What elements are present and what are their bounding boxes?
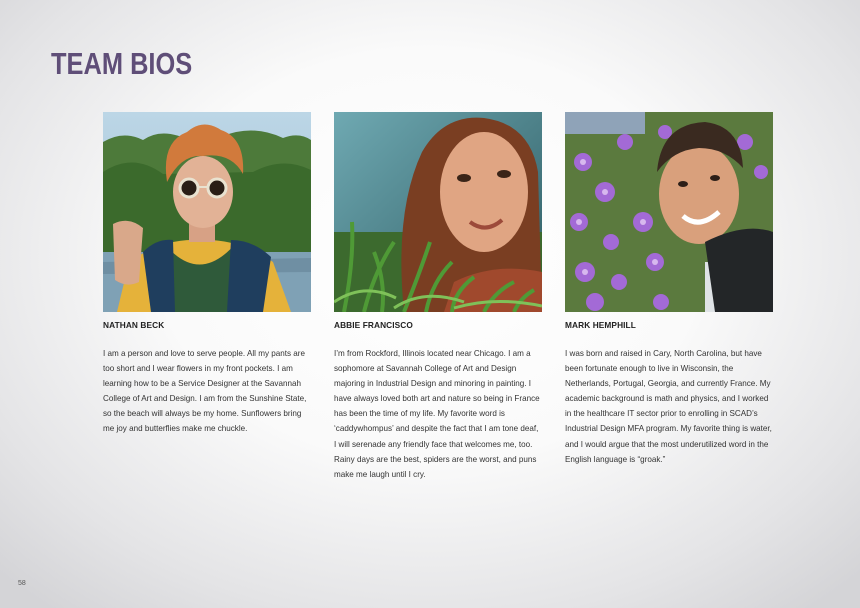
bio-name: MARK HEMPHILL <box>565 320 636 330</box>
page-title: TEAM BIOS <box>51 46 193 81</box>
portrait-image <box>565 112 773 312</box>
bio-card-abbie-francisco <box>334 112 542 482</box>
bio-card-nathan-beck <box>103 112 311 437</box>
page-number: 58 <box>18 580 26 587</box>
photo-mark-hemphill <box>565 112 773 312</box>
portrait-image <box>103 112 311 312</box>
bio-text: I am a person and love to serve people. All my pants are too short and I wear flowers in my front pockets. I am learning how to be a Service Designer at the Savannah College of Art and Design. I am from the Sunshine State, so the beach will always be my home. Sunflowers bring me joy and butterflies make me chuckle. <box>103 349 307 434</box>
photo-abbie-francisco <box>334 112 542 312</box>
bio-text: I’m from Rockford, Illinois located near Chicago. I am a sophomore at Savannah College of Art and Design majoring in Industrial Design and minoring in painting. I have always loved both art and nature so being in France has been the time of my life. My favorite word is ‘caddywhompus’ and despite the fact that I am tone deaf, I will serenade any friendly face that welcomes me, too. Rainy days are the best, spiders are the worst, and puns make me laugh until I cry. <box>334 349 540 479</box>
bio-text: I was born and raised in Cary, North Carolina, but have been fortunate enough to live in Wisconsin, the Netherlands, Portugal, Georgia, and currently France. My academic background is math and physics, and I worked in the healthcare IT sector prior to enrolling in SCAD’s Industrial Design MFA program. My favorite thing is water, and I would argue that the most underutilized word in the English language is “groak.” <box>565 349 772 464</box>
bio-card-mark-hemphill <box>565 112 773 467</box>
portrait-image <box>334 112 542 312</box>
bio-name: NATHAN BECK <box>103 320 165 330</box>
photo-nathan-beck <box>103 112 311 312</box>
bio-name: ABBIE FRANCISCO <box>334 320 413 330</box>
